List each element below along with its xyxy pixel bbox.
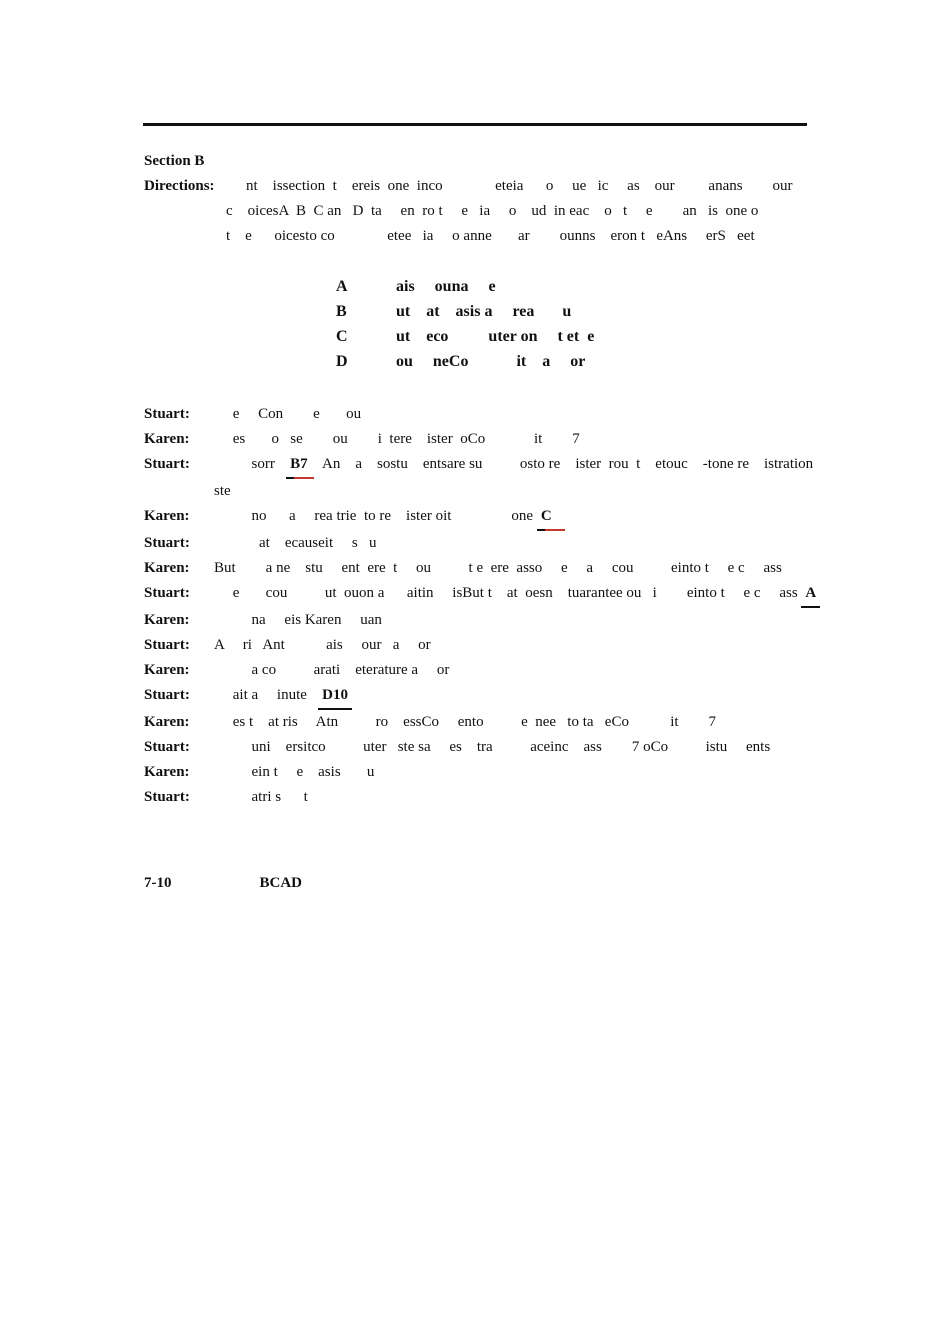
answer-blank — [537, 504, 556, 531]
option-letter: A — [336, 278, 348, 295]
speech-line — [214, 581, 834, 608]
answer-blank — [286, 452, 312, 479]
speaker-name: Karen: — [144, 764, 190, 780]
dialogue-turn — [144, 735, 834, 760]
speech-text: ein t e asis u — [214, 764, 375, 780]
dialogue-turn — [144, 608, 834, 633]
answer-text: A — [805, 585, 817, 601]
dialogue-turn — [144, 785, 834, 810]
speech-text: e Con e ou — [214, 406, 362, 422]
speech-text: es o se ou i tere ister oCo it 7 — [214, 431, 580, 447]
speech-text: es t at ris Atn ro essCo ento e nee to ta eCo it 7 — [214, 714, 717, 730]
option-text: ou neCo it a or — [396, 353, 586, 370]
speaker-name: Stuart: — [144, 739, 190, 755]
speech-text: a co arati eterature a or — [214, 662, 450, 678]
dialogue-turn — [144, 581, 834, 608]
dialogue-turn — [144, 633, 834, 658]
dialogue — [144, 402, 834, 810]
dialogue-turn — [144, 683, 834, 710]
top-rule — [143, 123, 807, 126]
speech-text: na eis Karen uan — [214, 612, 382, 628]
option-b — [336, 299, 594, 324]
answer-blank — [318, 683, 352, 710]
dialogue-turn — [144, 452, 834, 504]
speaker-name: Karen: — [144, 431, 190, 447]
speaker-name: Karen: — [144, 508, 190, 524]
question-range: 7-10 — [144, 875, 172, 891]
speaker-name: Karen: — [144, 560, 190, 576]
answer-key: BCAD — [259, 875, 303, 891]
speech-text: at ecauseit s u — [214, 535, 377, 551]
speech-text: But a ne stu ent ere t ou t e ere asso e a cou einto t e c ass — [214, 560, 782, 576]
speech-line — [214, 683, 834, 710]
dialogue-turn — [144, 710, 834, 735]
speaker-name: Karen: — [144, 714, 190, 730]
option-letter: B — [336, 303, 347, 320]
dialogue-turn — [144, 760, 834, 785]
correction-mark — [294, 477, 314, 479]
answer-blank — [801, 581, 820, 608]
directions-line-3: t e oicesto co etee ia o anne ar ounns eron t eAns erS eet — [226, 228, 755, 244]
dialogue-turn — [144, 556, 834, 581]
option-text: ut at asis a rea u — [396, 303, 572, 320]
dialogue-turn — [144, 531, 834, 556]
answer-text: D10 — [322, 687, 348, 703]
speaker-name: Stuart: — [144, 456, 190, 472]
speech-line — [214, 452, 834, 504]
speaker-name: Stuart: — [144, 535, 190, 551]
speech-text: no a rea trie to re ister oit one — [214, 508, 537, 524]
option-a — [336, 274, 594, 299]
speech-text: atri s t — [214, 789, 308, 805]
speech-text: ait a inute — [214, 687, 319, 703]
dialogue-turn — [144, 427, 834, 452]
directions-line-1: nt issection t ereis one inco eteia o ue ic as our anans our — [246, 178, 793, 194]
dialogue-turn — [144, 504, 834, 531]
answer-text: C — [540, 508, 552, 524]
option-d — [336, 349, 594, 374]
speech-text-after: An a sostu entsare su osto re ister rou t etouc -tone re istration ste — [214, 456, 821, 499]
answer-key-footer — [144, 875, 302, 892]
speaker-name: Stuart: — [144, 637, 190, 653]
directions-line-2: c oicesA B C an D ta en ro t e ia o ud in eac o t e an is one o — [226, 203, 759, 219]
speaker-name: Stuart: — [144, 406, 190, 422]
section-title: Section B — [144, 153, 205, 169]
speaker-name: Stuart: — [144, 585, 190, 601]
speaker-name: Stuart: — [144, 789, 190, 805]
option-c — [336, 324, 594, 349]
option-text: ut eco uter on t et e — [396, 328, 595, 345]
speech-text: e cou ut ouon a aitin isBut t at oesn tuarantee ou i einto t e c ass — [214, 585, 802, 601]
speaker-name: Stuart: — [144, 687, 190, 703]
dialogue-turn — [144, 658, 834, 683]
dialogue-turn — [144, 402, 834, 427]
speech-text: A ri Ant ais our a or — [214, 637, 431, 653]
option-text: ais ouna e — [396, 278, 496, 295]
speech-text: uni ersitco uter ste sa es tra aceinc ass 7 oCo istu ents — [214, 739, 771, 755]
answer-text: B7 — [290, 456, 308, 472]
option-letter: C — [336, 328, 348, 345]
speaker-name: Karen: — [144, 612, 190, 628]
speaker-name: Karen: — [144, 662, 190, 678]
speech-text: sorr — [214, 456, 287, 472]
answer-options — [336, 274, 594, 374]
option-letter: D — [336, 353, 348, 370]
directions-label: Directions: — [144, 178, 215, 194]
speech-line — [214, 504, 834, 531]
